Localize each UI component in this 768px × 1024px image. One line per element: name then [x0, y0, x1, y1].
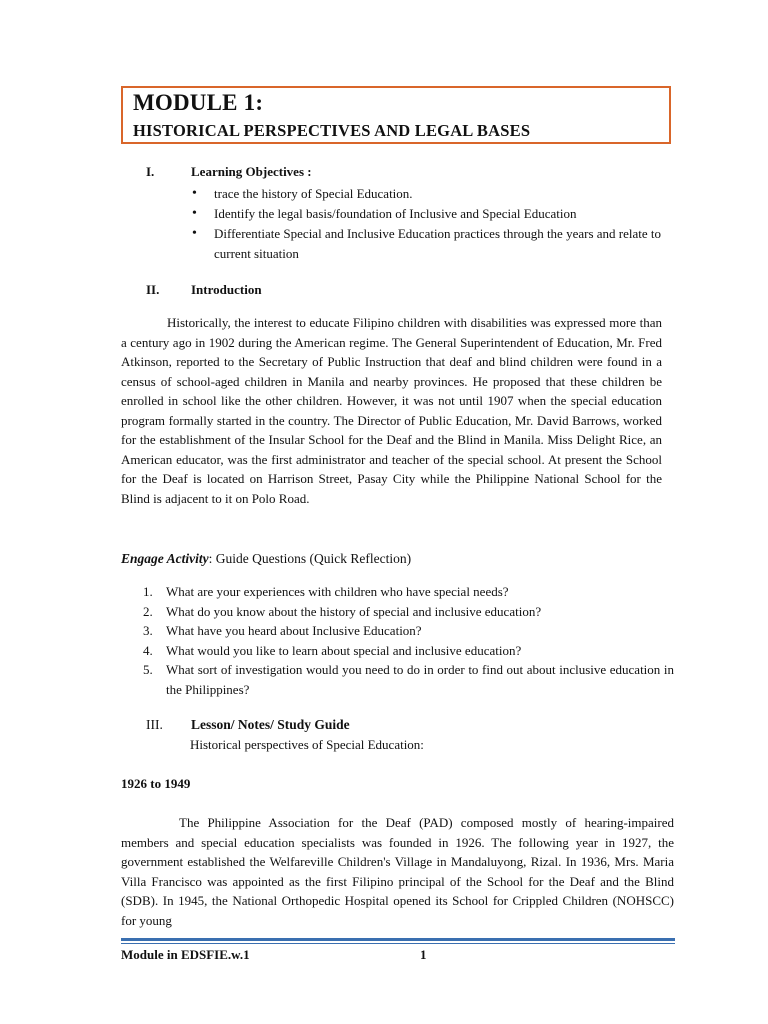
footer-module-label: Module in EDSFIE.w.1 — [121, 947, 250, 962]
question-text: What do you know about the history of special and inclusive education? — [166, 603, 542, 619]
module-subtitle: HISTORICAL PERSPECTIVES AND LEGAL BASES — [133, 121, 531, 140]
section-1-title: Learning Objectives : — [191, 164, 312, 179]
list-item: • trace the history of Special Education. — [192, 184, 672, 204]
period-text: The Philippine Association for the Deaf (PAD) composed mostly of hearing-impaired members and special education specialists was founded in 1926. The following year in 1927, the government established the Welfareville Children's Village in Mandaluyong, Rizal. In 1936, Mrs. Maria Villa Francisco was appointed as the first Filipino principal of the School for the Deaf and the Blind (SDB). In 1945, the National Orthopedic Hospital opened its School for Crippled Children (NOHSCC) for young — [121, 815, 674, 928]
list-item — [143, 602, 674, 622]
question-text: What are your experiences with children who have special needs? — [166, 584, 509, 599]
question-number: 5. — [143, 662, 153, 677]
guide-questions-list — [143, 582, 674, 699]
question-number: 3. — [143, 623, 153, 638]
module-title-box — [121, 86, 671, 144]
list-item: • Identify the legal basis/foundation of Inclusive and Special Education — [192, 204, 672, 224]
list-item — [143, 621, 674, 641]
period-paragraph — [121, 813, 674, 930]
section-1-number: I. — [146, 164, 155, 179]
question-text: What would you like to learn about special and inclusive education? — [166, 642, 522, 658]
list-item: • Differentiate Special and Inclusive Education practices through the years and relate to current situation — [192, 224, 672, 264]
section-2-title: Introduction — [191, 282, 262, 297]
question-text: What sort of investigation would you need to do in order to find out about inclusive education in the Philippines? — [166, 662, 674, 697]
engage-text: : Guide Questions (Quick Reflection) — [208, 551, 412, 566]
introduction-text: Historically, the interest to educate Filipino children with disabilities was expressed more than a century ago in 1902 during the American regime. The General Superintendent of Education, Mr. Fred Atkinson, reported to the Secretary of Public Instruction that deaf and blind children were found in a census of school-aged children in Manila and nearby provinces. He proposed that these children be enrolled in school like the other children. However, it was not until 1907 when the special education program formally started in the country. The Director of Public Education, Mr. David Barrows, worked for the establishment of the Insular School for the Deaf and the Blind in Manila. Miss Delight Rice, an American educator, was the first administrator and teacher of the special school. At present the School for the Deaf is located on Harrison Street, Pasay City while the Philippine National School for the Blind is adjacent to it on Polo Road. — [121, 315, 662, 506]
question-number: 2. — [143, 603, 153, 619]
list-item — [143, 582, 674, 602]
module-title: MODULE 1: — [133, 90, 264, 115]
section-3-number: III. — [146, 717, 163, 732]
period-heading: 1926 to 1949 — [121, 776, 191, 791]
section-2-number: II. — [146, 282, 160, 297]
engage-label: Engage Activity — [121, 551, 209, 566]
question-number: 1. — [143, 584, 153, 599]
question-text: What have you heard about Inclusive Education? — [166, 623, 422, 638]
footer-rule-thin — [121, 943, 675, 944]
list-item — [143, 660, 674, 699]
engage-activity-heading — [121, 551, 411, 567]
footer-rule — [121, 938, 675, 941]
introduction-paragraph — [121, 313, 662, 508]
section-3-title: Lesson/ Notes/ Study Guide — [191, 717, 350, 732]
list-item — [143, 641, 674, 661]
question-number: 4. — [143, 642, 153, 658]
section-3-subtitle: Historical perspectives of Special Education: — [190, 737, 424, 752]
objectives-list — [192, 184, 672, 264]
page-number: 1 — [420, 947, 427, 962]
